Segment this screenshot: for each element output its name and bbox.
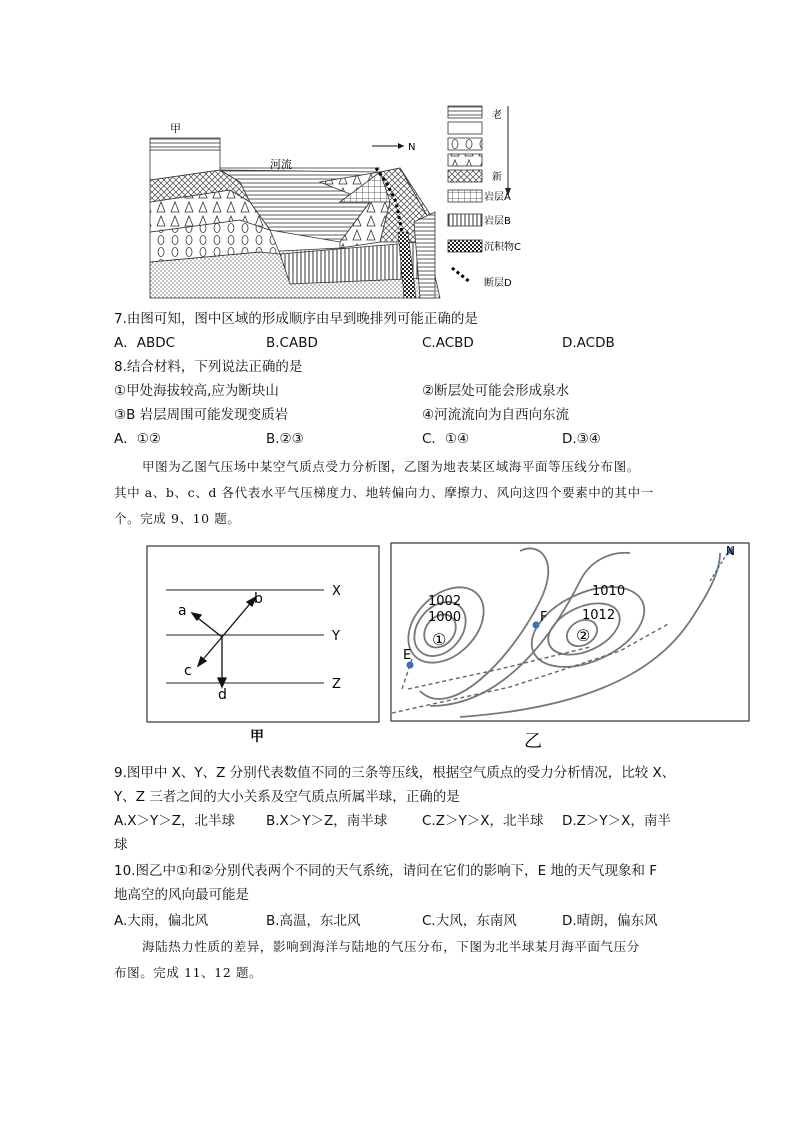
legend-old: 老 xyxy=(492,110,502,121)
legend-fault-d: 断层D xyxy=(484,278,512,289)
legend-new: 新 xyxy=(492,172,502,183)
q9-option-c: C.Z＞Y＞X，北半球 xyxy=(422,813,544,829)
system-2-label: ② xyxy=(576,626,591,645)
q9-option-a: A.X＞Y＞Z，北半球 xyxy=(114,813,236,829)
q7-option-a: A．ABDC xyxy=(114,335,176,351)
q8-option-b: B.②③ xyxy=(266,431,304,447)
intro-9-10-line2: 其中 a、b、c、d 各代表水平气压梯度力、地转偏向力、摩擦力、风向这四个要素中的其中一 xyxy=(114,485,654,500)
intro-11-12-line2: 布图。完成 11、12 题。 xyxy=(114,965,263,980)
q9-option-b: B.X＞Y＞Z，南半球 xyxy=(266,813,388,829)
system-1-label: ① xyxy=(432,630,447,649)
intro-11-12-line1: 海陆热力性质的差异，影响到海洋与陆地的气压分布，下图为北半球某月海平面气压分 xyxy=(142,939,640,954)
vector-b-label: b xyxy=(254,591,263,607)
q10-option-a: A.大雨，偏北风 xyxy=(114,913,209,929)
q10-option-d: D.晴朗，偏东风 xyxy=(562,913,658,929)
q8-option-c: C．①④ xyxy=(422,431,470,447)
q8-option-d: D.③④ xyxy=(562,431,601,447)
legend-rock-a: 岩层A xyxy=(484,192,511,203)
intro-9-10-line1: 甲图为乙图气压场中某空气质点受力分析图，乙图为地表某区域海平面等压线分布图。 xyxy=(142,459,640,474)
q8-statement-2: ②断层处可能会形成泉水 xyxy=(422,383,570,399)
q7-option-d: D.ACDB xyxy=(562,335,615,351)
q10-option-c: C.大风，东南风 xyxy=(422,913,517,929)
point-e-label: E xyxy=(403,648,412,663)
vector-a-label: a xyxy=(178,603,187,619)
figure-jia-caption: 甲 xyxy=(250,729,264,745)
figure-yi-caption: 乙 xyxy=(524,731,542,751)
q8-statement-4: ④河流流向为自西向东流 xyxy=(422,407,570,423)
q10-line2: 地高空的风向最可能是 xyxy=(114,887,249,903)
q7-option-c: C.ACBD xyxy=(422,335,474,351)
isobar-map-figure xyxy=(390,541,752,751)
isobar-1010-label: 1010 xyxy=(592,584,626,599)
isobar-1000-label: 1000 xyxy=(428,610,462,625)
north-label-yi: N xyxy=(726,544,735,558)
geologic-section-figure xyxy=(140,102,530,300)
force-analysis-figure xyxy=(146,545,382,745)
q10-line1: 10.图乙中①和②分别代表两个不同的天气系统，请问在它们的影响下，E 地的天气现象和 F xyxy=(114,863,658,879)
isobar-z-label: Z xyxy=(332,677,341,692)
intro-9-10-line3: 个。完成 9、10 题。 xyxy=(114,511,241,526)
q9-line1: 9.图甲中 X、Y、Z 分别代表数值不同的三条等压线，根据空气质点的受力分析情况，比较 X、 xyxy=(114,765,676,781)
isobar-x-label: X xyxy=(332,584,341,599)
isobar-y-label: Y xyxy=(332,629,340,644)
q9-option-d-wrap: 球 xyxy=(114,837,128,853)
q7-stem: 7.由图可知，图中区域的形成顺序由早到晚排列可能正确的是 xyxy=(114,311,478,327)
vector-d-label: d xyxy=(218,687,227,703)
legend-rock-b: 岩层B xyxy=(484,216,511,227)
location-jia-label: 甲 xyxy=(170,122,181,135)
q8-stem: 8.结合材料，下列说法正确的是 xyxy=(114,359,303,375)
q7-option-b: B.CABD xyxy=(266,335,318,351)
q8-statement-1: ①甲处海拔较高,应为断块山 xyxy=(114,383,279,399)
q9-line2: Y、Z 三者之间的大小关系及空气质点所属半球，正确的是 xyxy=(114,789,460,805)
point-f-marker xyxy=(533,622,540,629)
legend-sediment-c: 沉积物C xyxy=(484,242,521,253)
q9-option-d: D.Z＞Y＞X，南半 xyxy=(562,813,671,829)
point-f-label: F xyxy=(540,610,548,625)
river-label: 河流 xyxy=(270,158,292,171)
q8-option-a: A．①② xyxy=(114,431,161,447)
vector-c-label: c xyxy=(184,663,192,679)
north-label: N xyxy=(408,142,416,153)
q8-statement-3: ③B 岩层周围可能发现变质岩 xyxy=(114,407,289,423)
isobar-1012-label: 1012 xyxy=(582,608,616,623)
isobar-1002-label: 1002 xyxy=(428,594,462,609)
q10-option-b: B.高温，东北风 xyxy=(266,913,361,929)
